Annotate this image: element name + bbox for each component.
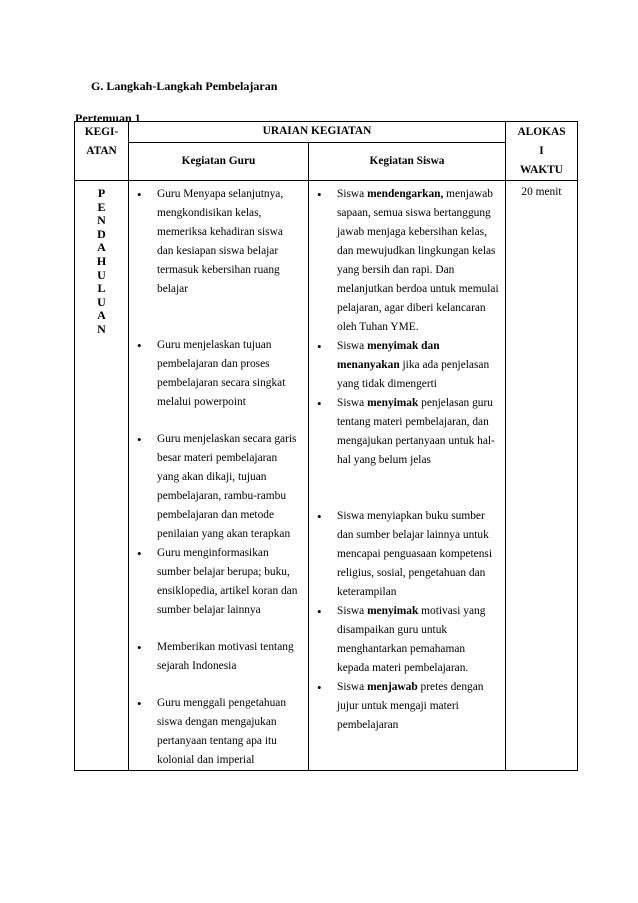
student-activity-item (313, 337, 499, 394)
student-activity-item (313, 394, 499, 470)
stage-letter: H (96, 253, 107, 268)
header-time-line-3: WAKTU (519, 164, 564, 176)
student-activity-emphasis: menyimak (367, 397, 419, 409)
student-activity-emphasis: mendengarkan, (367, 188, 444, 200)
stage-letter: P (97, 186, 106, 200)
student-activity-text: motivasi yang disampaikan guru untuk menghantarkan pemahaman kepada materi pembelajaran. (337, 605, 486, 674)
teacher-activity-item: • Guru menggali pengetahuan siswa dengan mengajukan pertanyaan tentang apa itu kolonial dan imperial (133, 694, 302, 770)
student-activity-emphasis: menyimak (367, 605, 419, 617)
header-stage-line-1: KEGI- (84, 126, 119, 138)
header-time-line-2: I (539, 145, 544, 157)
student-activity-emphasis: menjawab (367, 681, 418, 693)
student-activity-item (313, 185, 499, 337)
stage-letter: L (97, 281, 106, 296)
stage-letters (75, 187, 128, 337)
student-activity-text: Siswa (337, 188, 368, 200)
student-activity-text: Siswa (337, 397, 368, 409)
teacher-activity-item: • Guru menjelaskan secara garis besar materi pembelajaran yang akan dikaji, tujuan pembelajaran, rambu-rambu pembelajaran dan metode penilaian yang akan terapkan (133, 430, 302, 544)
stage-letter: U (97, 267, 106, 282)
teacher-activities-list (133, 185, 302, 770)
teacher-activity-item: • Memberikan motivasi tentang sejarah Indonesia (133, 638, 302, 676)
student-activity-text: Siswa (337, 605, 368, 617)
stage-letter: N (97, 213, 106, 228)
header-time-line-1: ALOKAS (517, 126, 566, 138)
student-activity-text: pretes dengan jujur untuk mengaji materi pembelajaran (337, 681, 484, 731)
student-activity-text: Siswa (337, 340, 368, 352)
stage-letter: D (97, 226, 106, 241)
student-activities-list (313, 185, 499, 735)
meeting-label: Pertemuan 1 (75, 111, 141, 125)
student-activity-text: Siswa (337, 681, 368, 693)
stage-letter: A (97, 240, 106, 255)
header-teacher: Kegiatan Guru (129, 142, 309, 180)
student-activity-text: jika ada penjelasan yang tidak dimengerti (337, 359, 490, 390)
teacher-activities-cell (129, 181, 309, 771)
stage-cell (75, 181, 129, 771)
student-activity-item (313, 678, 499, 735)
student-activity-item (313, 507, 499, 602)
stage-letter: N (97, 321, 106, 336)
student-activity-text: penjelasan guru tentang materi pembelajaran, dan mengajukan pertanyaan untuk hal-hal yang belum jelas (337, 397, 495, 466)
header-student: Kegiatan Siswa (309, 142, 506, 180)
header-activity: URAIAN KEGIATAN (129, 122, 506, 143)
header-time (506, 122, 578, 181)
teacher-activity-item: • Guru menjelaskan tujuan pembelajaran dan proses pembelajaran secara singkat melalui powerpoint (133, 336, 302, 412)
teacher-activity-item: • Guru Menyapa selanjutnya, mengkondisikan kelas, memeriksa kehadiran siswa dan kesiapan siswa belajar termasuk kebersihan ruang belajar (133, 185, 302, 299)
lesson-steps-table (74, 121, 578, 771)
student-activity-emphasis: menyimak dan menanyakan (337, 340, 440, 371)
duration-value: 20 menit (521, 186, 562, 198)
header-stage-line-2: ATAN (86, 145, 117, 157)
teacher-activity-item: • Guru menginformasikan sumber belajar berupa; buku, ensiklopedia, artikel koran dan sumber belajar lainnya (133, 544, 302, 620)
section-heading: G. Langkah-Langkah Pembelajaran (91, 79, 278, 93)
student-activity-item (313, 602, 499, 678)
header-stage (75, 122, 129, 181)
student-activities-cell (309, 181, 506, 771)
duration-cell (506, 181, 578, 771)
stage-letter: A (97, 308, 106, 323)
stage-letter: E (97, 199, 106, 214)
student-activity-text: menjawab sapaan, semua siswa bertanggung jawab menjaga kebersihan kelas, dan mewujudkan lingkungan kelas yang bersih dan rapi. Dan melanjutkan berdoa untuk memulai pelajaran, agar diberi kelancaran oleh Tuhan YME. (337, 188, 499, 333)
student-activity-text: Siswa menyiapkan buku sumber dan sumber belajar lainnya untuk mencapai penguasaan kompetensi religius, sosial, pengetahuan dan keterampilan (337, 510, 492, 598)
stage-letter: U (97, 294, 106, 309)
